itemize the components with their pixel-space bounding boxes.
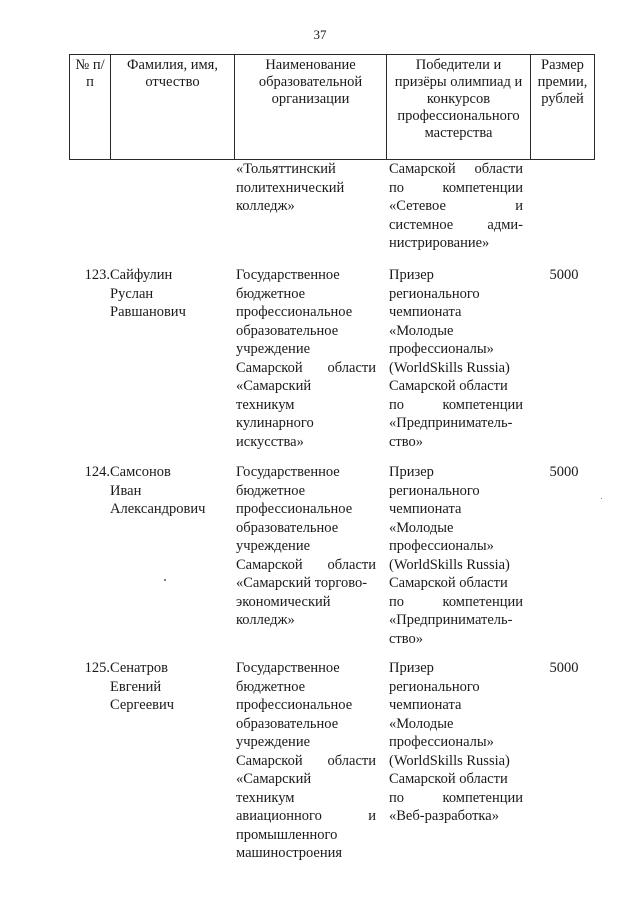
- text-line: нистрирование»: [389, 235, 490, 251]
- text-line: Сайфулин: [110, 267, 173, 283]
- organization: [236, 659, 376, 863]
- text-line: «Самарский: [236, 771, 312, 787]
- text-line: чемпионата: [389, 501, 462, 517]
- continuation-winner-info: [389, 160, 523, 253]
- page-number: 37: [313, 27, 327, 42]
- text-line: Сенатров: [110, 660, 168, 676]
- text-line: по компетенции: [389, 593, 523, 610]
- text-line: колледж»: [236, 612, 295, 628]
- text-line: Государственное: [236, 267, 340, 283]
- text-line: образовательное: [236, 715, 339, 732]
- scan-speck: [601, 498, 602, 499]
- text-line: по компетенции: [389, 396, 523, 413]
- text-line: профессиональное: [236, 304, 353, 320]
- text-line: машиностроения: [236, 845, 343, 861]
- text-line: ство»: [389, 433, 424, 450]
- text-line: учреждение: [236, 538, 311, 554]
- text-line: авиационного и: [236, 808, 376, 824]
- text-line: (WorldSkills Russia): [389, 556, 510, 573]
- text-line: Призер: [389, 464, 434, 480]
- text-line: техникум: [236, 789, 295, 806]
- text-line: Равшанович: [110, 304, 186, 320]
- text-line: чемпионата: [389, 697, 462, 713]
- text-line: «Сетевое и: [389, 198, 523, 214]
- winner-info: [389, 463, 523, 648]
- text-line: (WorldSkills Russia): [389, 752, 510, 769]
- text-line: политехнический: [236, 179, 345, 196]
- text-line: Призер: [389, 267, 434, 283]
- text-line: «Тольяттинский: [236, 161, 336, 177]
- text-line: Самсонов: [110, 464, 171, 480]
- text-line: учреждение: [236, 341, 311, 357]
- header-full-name: Фамилия, имя, отчество: [111, 55, 235, 160]
- text-line: искусства»: [236, 433, 304, 450]
- header-prize-amount: Размер премии, рублей: [531, 55, 595, 160]
- text-line: Самарской области: [389, 771, 508, 787]
- text-line: «Веб-разработка»: [389, 808, 499, 824]
- text-line: Сергеевич: [110, 697, 175, 713]
- text-line: регионального: [389, 482, 480, 499]
- text-line: профессионалы»: [389, 341, 494, 357]
- text-line: Самарской области: [389, 161, 523, 177]
- text-line: Государственное: [236, 464, 340, 480]
- text-line: кулинарного: [236, 415, 314, 431]
- person-name: [110, 659, 220, 715]
- text-line: «Молодые: [389, 322, 454, 339]
- text-line: Самарской области: [389, 575, 508, 591]
- text-line: профессионалы»: [389, 538, 494, 554]
- text-line: промышленного: [236, 826, 338, 843]
- text-line: (WorldSkills Russia): [389, 359, 510, 376]
- header-organization: Наименование образовательной организации: [235, 55, 387, 160]
- text-line: ство»: [389, 630, 424, 647]
- text-line: Руслан: [110, 285, 154, 302]
- text-line: «Предприниматель-: [389, 612, 513, 628]
- text-line: Самарской области: [236, 752, 376, 769]
- header-winners: Победители и призёры олимпиад и конкурсов профессионального мастерства: [387, 55, 531, 160]
- text-line: техникум: [236, 396, 295, 413]
- text-line: чемпионата: [389, 304, 462, 320]
- text-line: «Предприниматель-: [389, 415, 513, 431]
- text-line: Иван: [110, 482, 142, 499]
- organization: [236, 266, 376, 451]
- text-line: Государственное: [236, 660, 340, 676]
- winner-info: [389, 266, 523, 451]
- scan-speck: [164, 579, 166, 581]
- text-line: регионального: [389, 285, 480, 302]
- text-line: учреждение: [236, 734, 311, 750]
- prize-amount: 5000: [549, 660, 579, 676]
- text-line: Самарской области: [389, 378, 508, 394]
- text-line: «Молодые: [389, 715, 454, 732]
- text-line: профессиональное: [236, 697, 353, 713]
- prize-amount: 5000: [549, 267, 579, 283]
- text-line: «Молодые: [389, 519, 454, 536]
- text-line: Призер: [389, 660, 434, 676]
- row-number: 123.: [84, 267, 110, 283]
- text-line: профессионалы»: [389, 734, 494, 750]
- text-line: Самарской области: [236, 556, 376, 573]
- prize-amount: 5000: [549, 464, 579, 480]
- text-line: бюджетное: [236, 678, 306, 695]
- text-line: бюджетное: [236, 285, 306, 302]
- text-line: по компетенции: [389, 179, 523, 196]
- text-line: Александрович: [110, 501, 206, 517]
- winner-info: [389, 659, 523, 826]
- table-header: [69, 54, 595, 160]
- text-line: колледж»: [236, 198, 295, 214]
- text-line: по компетенции: [389, 789, 523, 806]
- text-line: образовательное: [236, 322, 339, 339]
- row-number: 124.: [84, 464, 110, 480]
- text-line: образовательное: [236, 519, 339, 536]
- continuation-organization: [236, 160, 376, 216]
- text-line: системное адми-: [389, 216, 523, 233]
- text-line: экономический: [236, 593, 331, 610]
- text-line: профессиональное: [236, 501, 353, 517]
- person-name: [110, 266, 220, 322]
- person-name: [110, 463, 220, 519]
- row-number: 125.: [84, 660, 110, 676]
- text-line: Евгений: [110, 678, 162, 695]
- text-line: регионального: [389, 678, 480, 695]
- text-line: Самарской области: [236, 359, 376, 376]
- text-line: «Самарский торгово-: [236, 575, 368, 591]
- header-number: № п/п: [70, 55, 111, 160]
- text-line: бюджетное: [236, 482, 306, 499]
- text-line: «Самарский: [236, 378, 312, 394]
- organization: [236, 463, 376, 630]
